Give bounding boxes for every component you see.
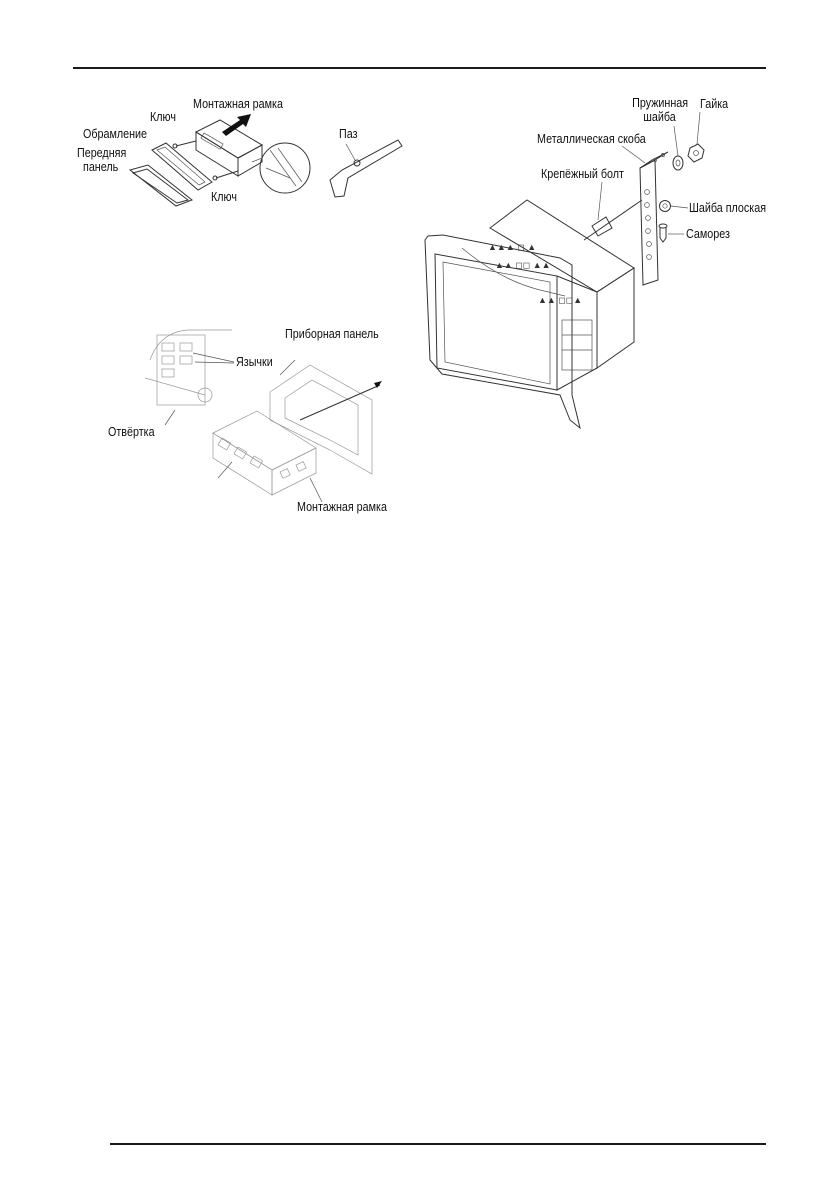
- label-slot: Паз: [339, 127, 358, 141]
- label-front-panel-1: Передняя: [77, 146, 127, 160]
- label-front-panel-2: панель: [83, 160, 119, 174]
- label-mounting-bolt: Крепёжный болт: [541, 167, 624, 181]
- label-nut: Гайка: [700, 97, 729, 111]
- label-metal-bracket: Металлическая скоба: [537, 132, 646, 146]
- svg-text:▲▲▲ ◻ ▲: ▲▲▲ ◻ ▲: [488, 242, 537, 252]
- label-dashboard: Приборная панель: [285, 327, 379, 341]
- label-screwdriver: Отвёртка: [108, 425, 155, 439]
- svg-text:▲▲ ◻◻ ▲▲: ▲▲ ◻◻ ▲▲: [495, 260, 551, 270]
- label-spring-washer-1: Пружинная: [632, 96, 688, 110]
- label-key-bottom: Ключ: [211, 190, 237, 204]
- label-self-tapping-screw: Саморез: [686, 227, 730, 241]
- label-trim: Обрамление: [83, 127, 148, 141]
- label-mounting-frame-2: Монтажная рамка: [297, 500, 387, 514]
- svg-text:▲▲ ◻◻▲: ▲▲ ◻◻▲: [538, 295, 583, 305]
- label-mounting-frame-1: Монтажная рамка: [193, 97, 283, 111]
- label-spring-washer-2: шайба: [643, 110, 676, 124]
- label-key-top: Ключ: [150, 110, 176, 124]
- label-tabs: Язычки: [236, 355, 273, 369]
- label-flat-washer: Шайба плоская: [689, 201, 767, 215]
